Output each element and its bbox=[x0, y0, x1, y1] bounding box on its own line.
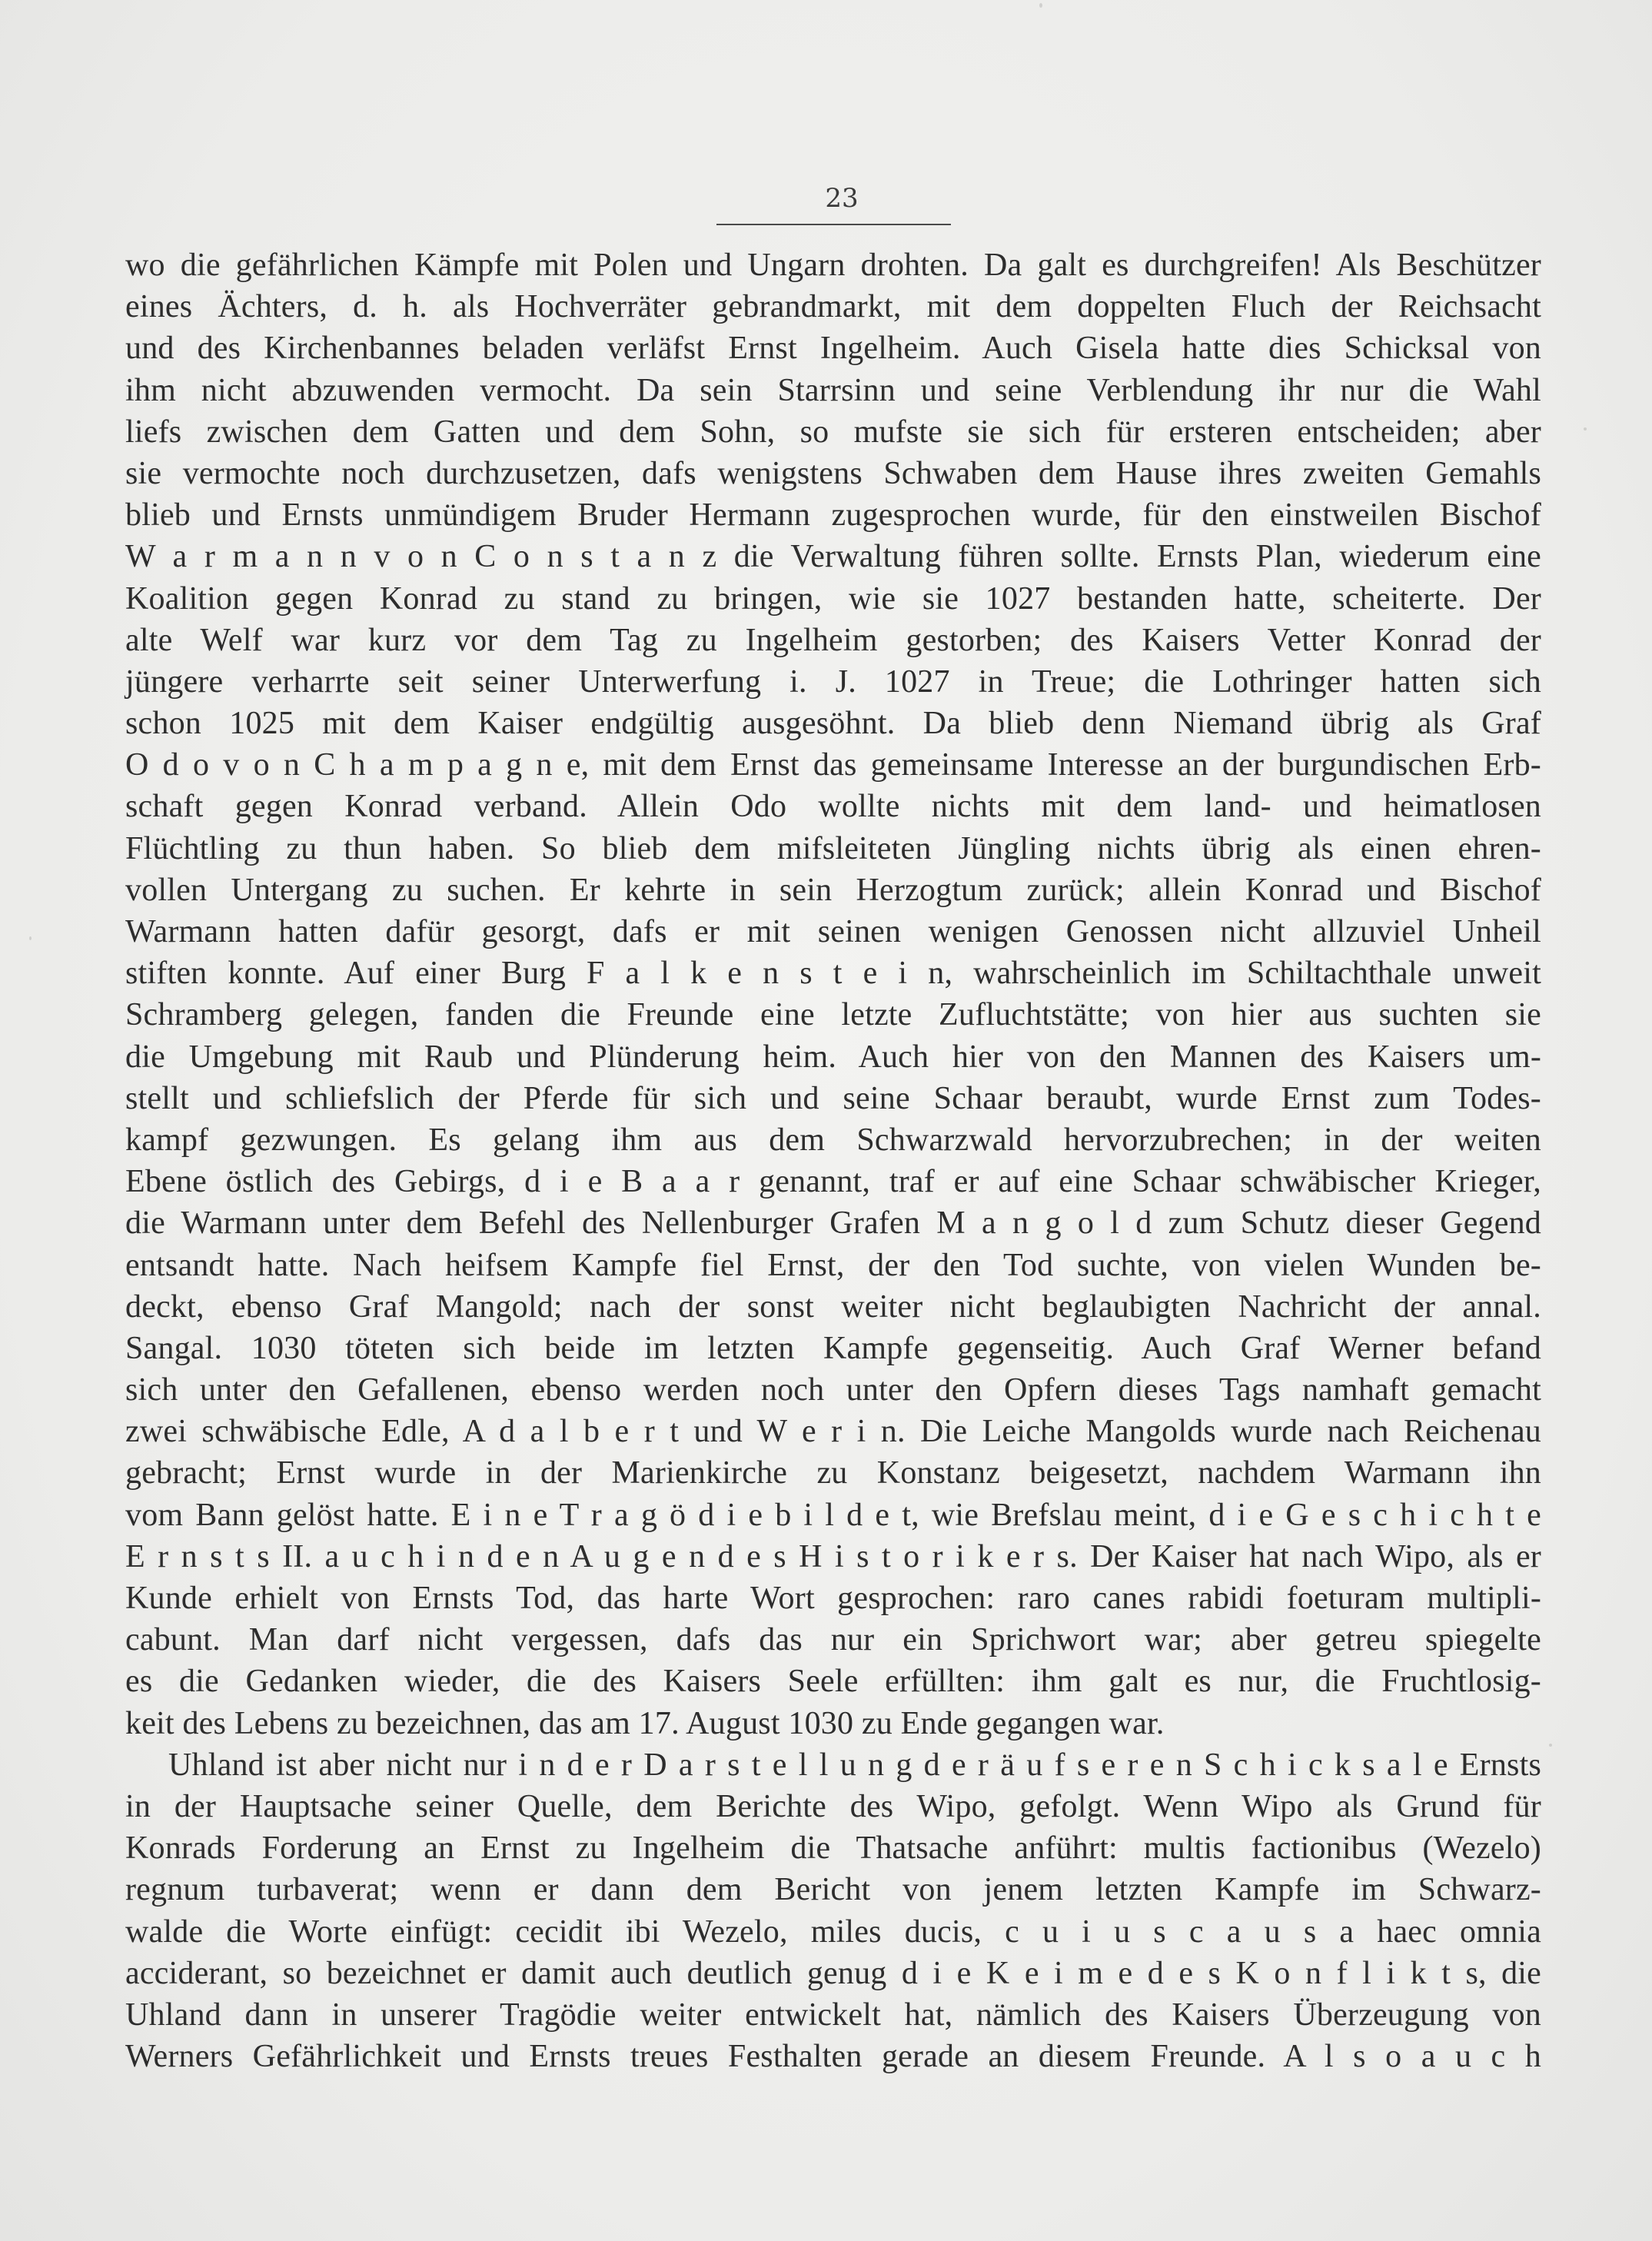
text-line: regnum turbaverat; wenn er dann dem Bericht von jenem letzten Kampfe im Schwarz- bbox=[125, 1872, 1541, 1908]
text-line: liefs zwischen dem Gatten und dem Sohn, so mufste sie sich für ersteren entscheiden; aber bbox=[125, 414, 1541, 450]
text-line: Sangal. 1030 töteten sich beide im letzten Kampfe gegenseitig. Auch Graf Werner befand bbox=[125, 1330, 1541, 1366]
text-line: sie vermochte noch durchzusetzen, dafs wenigstens Schwaben dem Hause ihres zweiten Gemahls bbox=[125, 455, 1541, 491]
page-number: 23 bbox=[825, 183, 859, 214]
text-line: wo die gefährlichen Kämpfe mit Polen und Ungarn drohten. Da galt es durchgreifen! Als Beschützer bbox=[125, 248, 1541, 283]
text-line: die Umgebung mit Raub und Plünderung heim. Auch hier von den Mannen des Kaisers um- bbox=[125, 1039, 1541, 1075]
scan-speck bbox=[1584, 427, 1587, 431]
text-line: Schramberg gelegen, fanden die Freunde eine letzte Zufluchtstätte; von hier aus suchten sie bbox=[125, 997, 1541, 1033]
text-line: sich unter den Gefallenen, ebenso werden noch unter den Opfern dieses Tags namhaft gemacht bbox=[125, 1372, 1541, 1408]
text-line: O d o v o n C h a m p a g n e, mit dem Ernst das gemeinsame Interesse an der burgundischen Erb- bbox=[125, 747, 1541, 783]
text-line: eines Ächters, d. h. als Hochverräter gebrandmarkt, mit dem doppelten Fluch der Reichsacht bbox=[125, 289, 1541, 325]
body-text bbox=[125, 244, 1541, 2077]
text-line: jüngere verharrte seit seiner Unterwerfung i. J. 1027 in Treue; die Lothringer hatten sich bbox=[125, 663, 1541, 700]
text-line: W a r m a n n v o n C o n s t a n z die Verwaltung führen sollte. Ernsts Plan, wiederum eine bbox=[125, 539, 1541, 575]
text-line: E r n s t s II. a u c h i n d e n A u g e n d e s H i s t o r i k e r s. Der Kaiser hat nach Wipo, als er bbox=[125, 1538, 1541, 1574]
text-line: kampf gezwungen. Es gelang ihm aus dem Schwarzwald hervorzubrechen; in der weiten bbox=[125, 1122, 1541, 1158]
text-line: Flüchtling zu thun haben. So blieb dem mifsleiteten Jüngling nichts übrig als einen ehren- bbox=[125, 830, 1541, 866]
scan-speck bbox=[1549, 1744, 1552, 1747]
text-line: die Warmann unter dem Befehl des Nellenburger Grafen M a n g o l d zum Schutz dieser Gegend bbox=[125, 1205, 1541, 1242]
scan-speck bbox=[1039, 3, 1042, 8]
text-line: keit des Lebens zu bezeichnen, das am 17. August 1030 zu Ende gegangen war. bbox=[125, 1705, 1165, 1741]
text-line: walde die Worte einfügt: cecidit ibi Wezelo, miles ducis, c u i u s c a u s a haec omnia bbox=[125, 1913, 1541, 1950]
text-line: deckt, ebenso Graf Mangold; nach der sonst weiter nicht beglaubigten Nachricht der annal. bbox=[125, 1288, 1541, 1325]
text-line: schon 1025 mit dem Kaiser endgültig ausgesöhnt. Da blieb denn Niemand übrig als Graf bbox=[125, 706, 1541, 742]
header-rule bbox=[716, 224, 951, 225]
text-line: Uhland dann in unserer Tragödie weiter entwickelt hat, nämlich des Kaisers Überzeugung von bbox=[125, 1997, 1541, 2033]
text-line: stiften konnte. Auf einer Burg F a l k e n s t e i n, wahrscheinlich im Schiltachthale unweit bbox=[125, 956, 1541, 992]
text-line: vollen Untergang zu suchen. Er kehrte in sein Herzogtum zurück; allein Konrad und Bischof bbox=[125, 872, 1541, 908]
text-line: Ebene östlich des Gebirgs, d i e B a a r genannt, traf er auf eine Schaar schwäbischer Krieger, bbox=[125, 1164, 1541, 1200]
text-line: acciderant, so bezeichnet er damit auch deutlich genug d i e K e i m e d e s K o n f l i k t s, die bbox=[125, 1955, 1541, 1991]
text-line: entsandt hatte. Nach heifsem Kampfe fiel Ernst, der den Tod suchte, von vielen Wunden be- bbox=[125, 1247, 1541, 1283]
scan-speck bbox=[29, 936, 32, 940]
text-line: gebracht; Ernst wurde in der Marienkirche zu Konstanz beigesetzt, nachdem Warmann ihn bbox=[125, 1455, 1541, 1491]
text-line: Werners Gefährlichkeit und Ernsts treues Festhalten gerade an diesem Freunde. A l s o a u c h bbox=[125, 2039, 1541, 2075]
text-line: ihm nicht abzuwenden vermocht. Da sein Starrsinn und seine Verblendung ihr nur die Wahl bbox=[125, 372, 1541, 408]
text-line: alte Welf war kurz vor dem Tag zu Ingelheim gestorben; des Kaisers Vetter Konrad der bbox=[125, 622, 1541, 658]
text-line: Kunde erhielt von Ernsts Tod, das harte Wort gesprochen: raro canes rabidi foeturam multipli- bbox=[125, 1581, 1541, 1616]
text-line: stellt und schliefslich der Pferde für sich und seine Schaar beraubt, wurde Ernst zum Todes- bbox=[125, 1080, 1541, 1116]
text-line: schaft gegen Konrad verband. Allein Odo wollte nichts mit dem land- und heimatlosen bbox=[125, 789, 1541, 825]
text-line: in der Hauptsache seiner Quelle, dem Berichte des Wipo, gefolgt. Wenn Wipo als Grund für bbox=[125, 1788, 1541, 1824]
text-line: Warmann hatten dafür gesorgt, dafs er mit seinen wenigen Genossen nicht allzuviel Unheil bbox=[125, 914, 1541, 949]
text-line: und des Kirchenbannes beladen verläfst Ernst Ingelheim. Auch Gisela hatte dies Schicksal von bbox=[125, 331, 1541, 367]
text-line: cabunt. Man darf nicht vergessen, dafs das nur ein Sprichwort war; aber getreu spiegelte bbox=[125, 1622, 1541, 1658]
text-line: vom Bann gelöst hatte. E i n e T r a g ö d i e b i l d e t, wie Brefslau meint, d i e G e s c h i c h t e bbox=[125, 1497, 1541, 1533]
text-line: Uhland ist aber nicht nur i n d e r D a r s t e l l u n g d e r ä u f s e r e n S c h i c k s a l e Ernsts bbox=[168, 1747, 1541, 1783]
text-line: zwei schwäbische Edle, A d a l b e r t und W e r i n. Die Leiche Mangolds wurde nach Reichenau bbox=[125, 1414, 1541, 1450]
text-line: blieb und Ernsts unmündigem Bruder Hermann zugesprochen wurde, für den einstweilen Bischof bbox=[125, 497, 1541, 534]
text-line: Konrads Forderung an Ernst zu Ingelheim die Thatsache anführt: multis factionibus (Wezelo) bbox=[125, 1830, 1541, 1867]
text-line: Koalition gegen Konrad zu stand zu bringen, wie sie 1027 bestanden hatte, scheiterte. Der bbox=[125, 580, 1541, 617]
text-line: es die Gedanken wieder, die des Kaisers Seele erfüllten: ihm galt es nur, die Fruchtlosig- bbox=[125, 1664, 1541, 1700]
